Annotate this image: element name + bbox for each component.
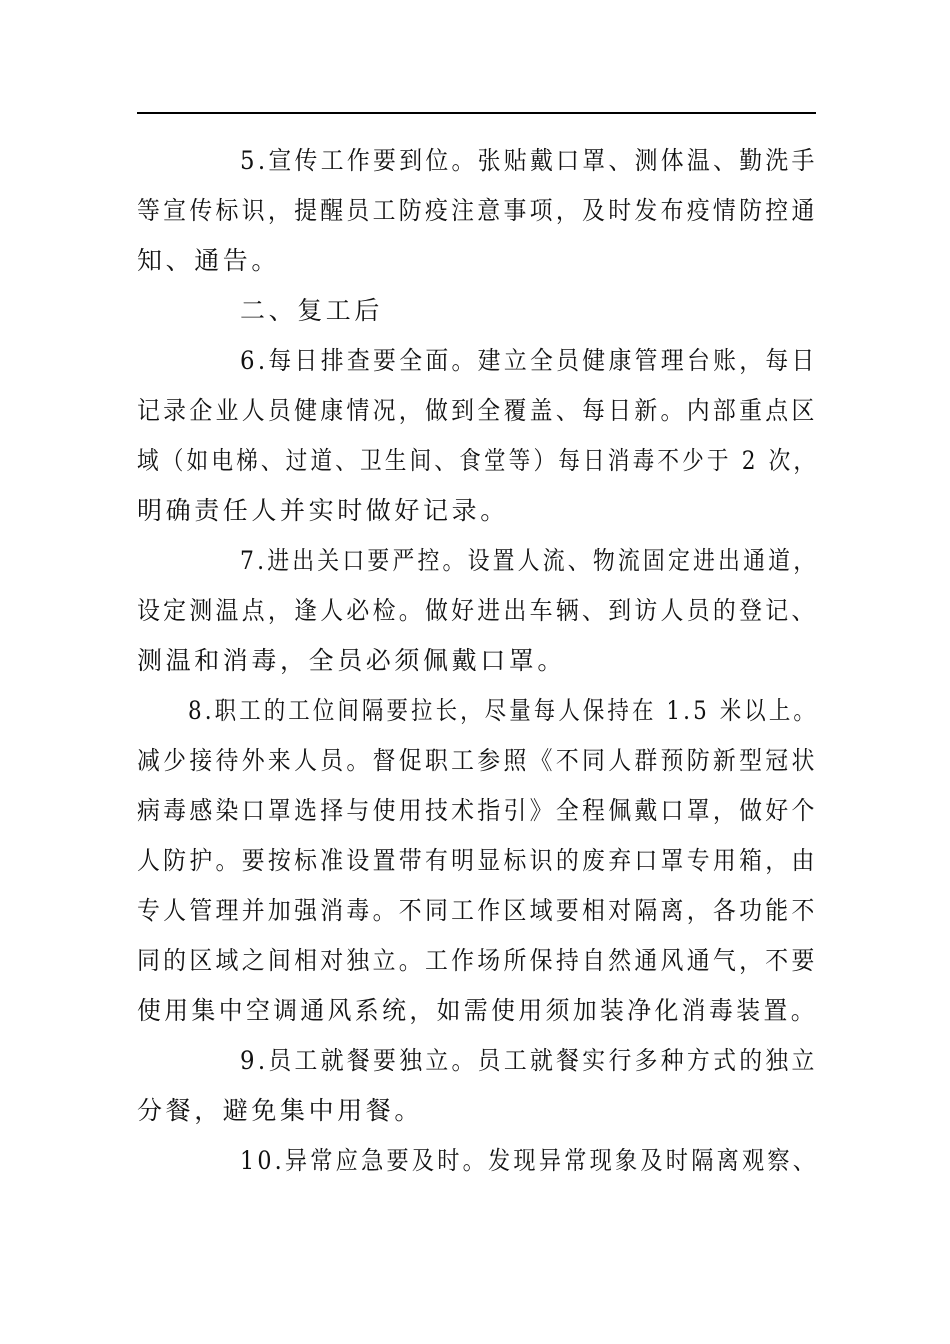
paragraph-10-line-1: 10.异常应急要及时。发现异常现象及时隔离观察、 [240, 1146, 819, 1175]
paragraph-8-line-5: 专人管理并加强消毒。不同工作区域要相对隔离，各功能不 [137, 896, 818, 925]
paragraph-9-line-2: 分餐，避免集中用餐。 [137, 1096, 424, 1125]
paragraph-6-line-1: 6.每日排查要全面。建立全员健康管理台账，每日 [240, 346, 818, 375]
paragraph-6-line-2: 记录企业人员健康情况，做到全覆盖、每日新。内部重点区 [137, 396, 818, 425]
paragraph-8-line-2: 减少接待外来人员。督促职工参照《不同人群预防新型冠状 [137, 746, 818, 775]
section-heading: 二、复工后 [240, 296, 384, 325]
paragraph-8-line-1: 8.职工的工位间隔要拉长，尽量每人保持在 1.5 米以上。 [188, 696, 818, 725]
paragraph-6-line-3: 域（如电梯、过道、卫生间、食堂等）每日消毒不少于 2 次， [137, 446, 819, 475]
paragraph-8-line-6: 同的区域之间相对独立。工作场所保持自然通风通气，不要 [137, 946, 818, 975]
paragraph-5-line-3: 知、通告。 [137, 246, 281, 275]
paragraph-8-line-4: 人防护。要按标准设置带有明显标识的废弃口罩专用箱，由 [137, 846, 818, 875]
paragraph-6-line-4: 明确责任人并实时做好记录。 [137, 496, 509, 525]
paragraph-9-line-1: 9.员工就餐要独立。员工就餐实行多种方式的独立 [240, 1046, 818, 1075]
header-rule [137, 112, 816, 114]
paragraph-7-line-3: 测温和消毒，全员必须佩戴口罩。 [137, 646, 567, 675]
paragraph-5-line-2: 等宣传标识，提醒员工防疫注意事项，及时发布疫情防控通 [137, 196, 818, 225]
paragraph-5-line-1: 5.宣传工作要到位。张贴戴口罩、测体温、勤洗手 [240, 146, 818, 175]
paragraph-8-line-3: 病毒感染口罩选择与使用技术指引》全程佩戴口罩，做好个 [137, 796, 818, 825]
paragraph-8-line-7: 使用集中空调通风系统，如需使用须加装净化消毒装置。 [137, 996, 818, 1025]
paragraph-7-line-1: 7.进出关口要严控。设置人流、物流固定进出通道， [240, 546, 819, 575]
paragraph-7-line-2: 设定测温点，逢人必检。做好进出车辆、到访人员的登记、 [137, 596, 818, 625]
